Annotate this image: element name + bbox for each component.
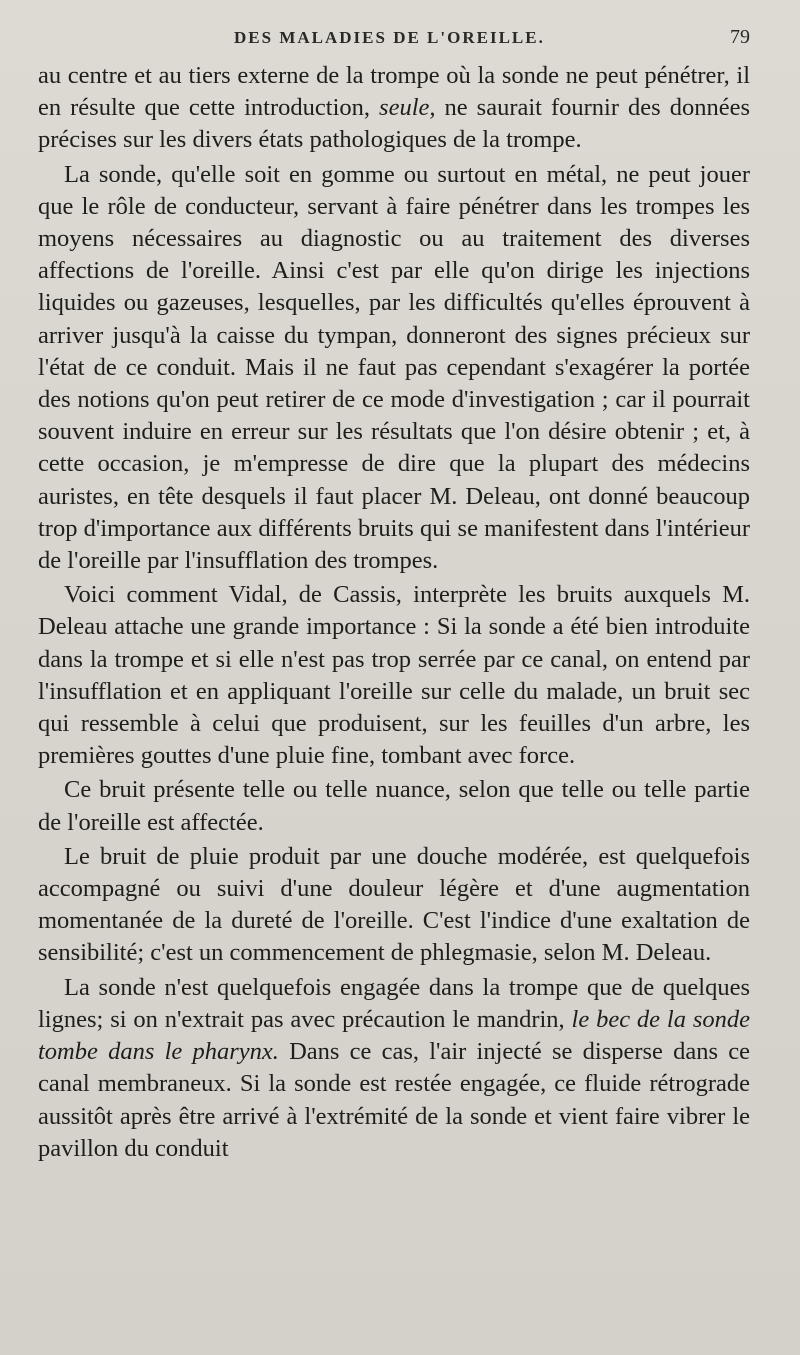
page-header — [38, 18, 750, 60]
paragraph-2: La sonde, qu'elle soit en gomme ou surtout en métal, ne peut jouer que le rôle de conducteur, servant à faire pénétrer dans les trompes les moyens nécessaires au diagnostic ou au traitement des diverses affections de l'oreille. Ainsi c'est par elle qu'on dirige les injections liquides ou gazeuses, lesquelles, par les difficultés qu'elles éprouvent à arriver jusqu'à la caisse du tympan, donneront des signes précieux sur l'état de ce conduit. Mais il ne faut pas cependant s'exagérer la portée des notions qu'on peut retirer de ce mode d'investigation ; car il pourrait souvent induire en erreur sur les résultats que l'on désire obtenir ; et, à cette occasion, je m'empresse de dire que la plupart des médecins auristes, en tête desquels il faut placer M. Deleau, ont donné beaucoup trop d'importance aux différents bruits qui se manifestent dans l'intérieur de l'oreille par l'insufflation des trompes. — [38, 160, 750, 575]
running-title: DES MALADIES DE L'OREILLE. — [234, 28, 545, 47]
paragraph-1-text-before: au centre et au tiers externe de la trompe où la sonde ne peut pénétrer, il en résulte que cette introduction, — [38, 62, 750, 122]
page-number: 79 — [730, 26, 750, 48]
paragraph-6-text-before: La sonde n'est quelquefois engagée dans la trompe que de quelques lignes; si on n'extrait pas avec précaution le mandrin, — [38, 973, 750, 1033]
paragraph-4: Ce bruit présente telle ou telle nuance, selon que telle ou telle partie de l'oreille est affectée. — [38, 776, 750, 836]
paragraph-6-text-after: Dans ce cas, l'air injecté se disperse dans ce canal membraneux. Si la sonde est restée engagée, ce fluide rétrograde aussitôt après être arrivé à l'extrémité de la sonde et vient faire vibrer le pavillon du conduit — [38, 1038, 751, 1162]
paragraph-6 — [38, 972, 750, 1165]
paragraph-1-italic: seule, — [379, 94, 436, 122]
paragraph-6-italic: le bec de la sonde tombe dans le pharynx. — [38, 1005, 750, 1066]
paragraph-3: Voici comment Vidal, de Cassis, interprète les bruits auxquels M. Deleau attache une grande importance : Si la sonde a été bien introduite dans la trompe et si elle n'est pas trop serrée par ce canal, on entend par l'insufflation et en appliquant l'oreille sur celle du malade, un bruit sec qui ressemble à celui que produisent, sur les feuilles d'un arbre, les premières gouttes d'une pluie fine, tombant avec force. — [38, 581, 750, 770]
paragraph-1 — [38, 60, 750, 157]
paragraph-5: Le bruit de pluie produit par une douche modérée, est quelquefois accompagné ou suivi d'une douleur légère et d'une augmentation momentanée de la dureté de l'oreille. C'est l'indice d'une exaltation de sensibilité; c'est un commencement de phlegmasie, selon M. Deleau. — [38, 842, 750, 967]
paragraph-1-text-after: ne saurait fournir des données précises sur les divers états pathologiques de la trompe. — [38, 94, 750, 154]
body-text — [38, 60, 750, 1165]
